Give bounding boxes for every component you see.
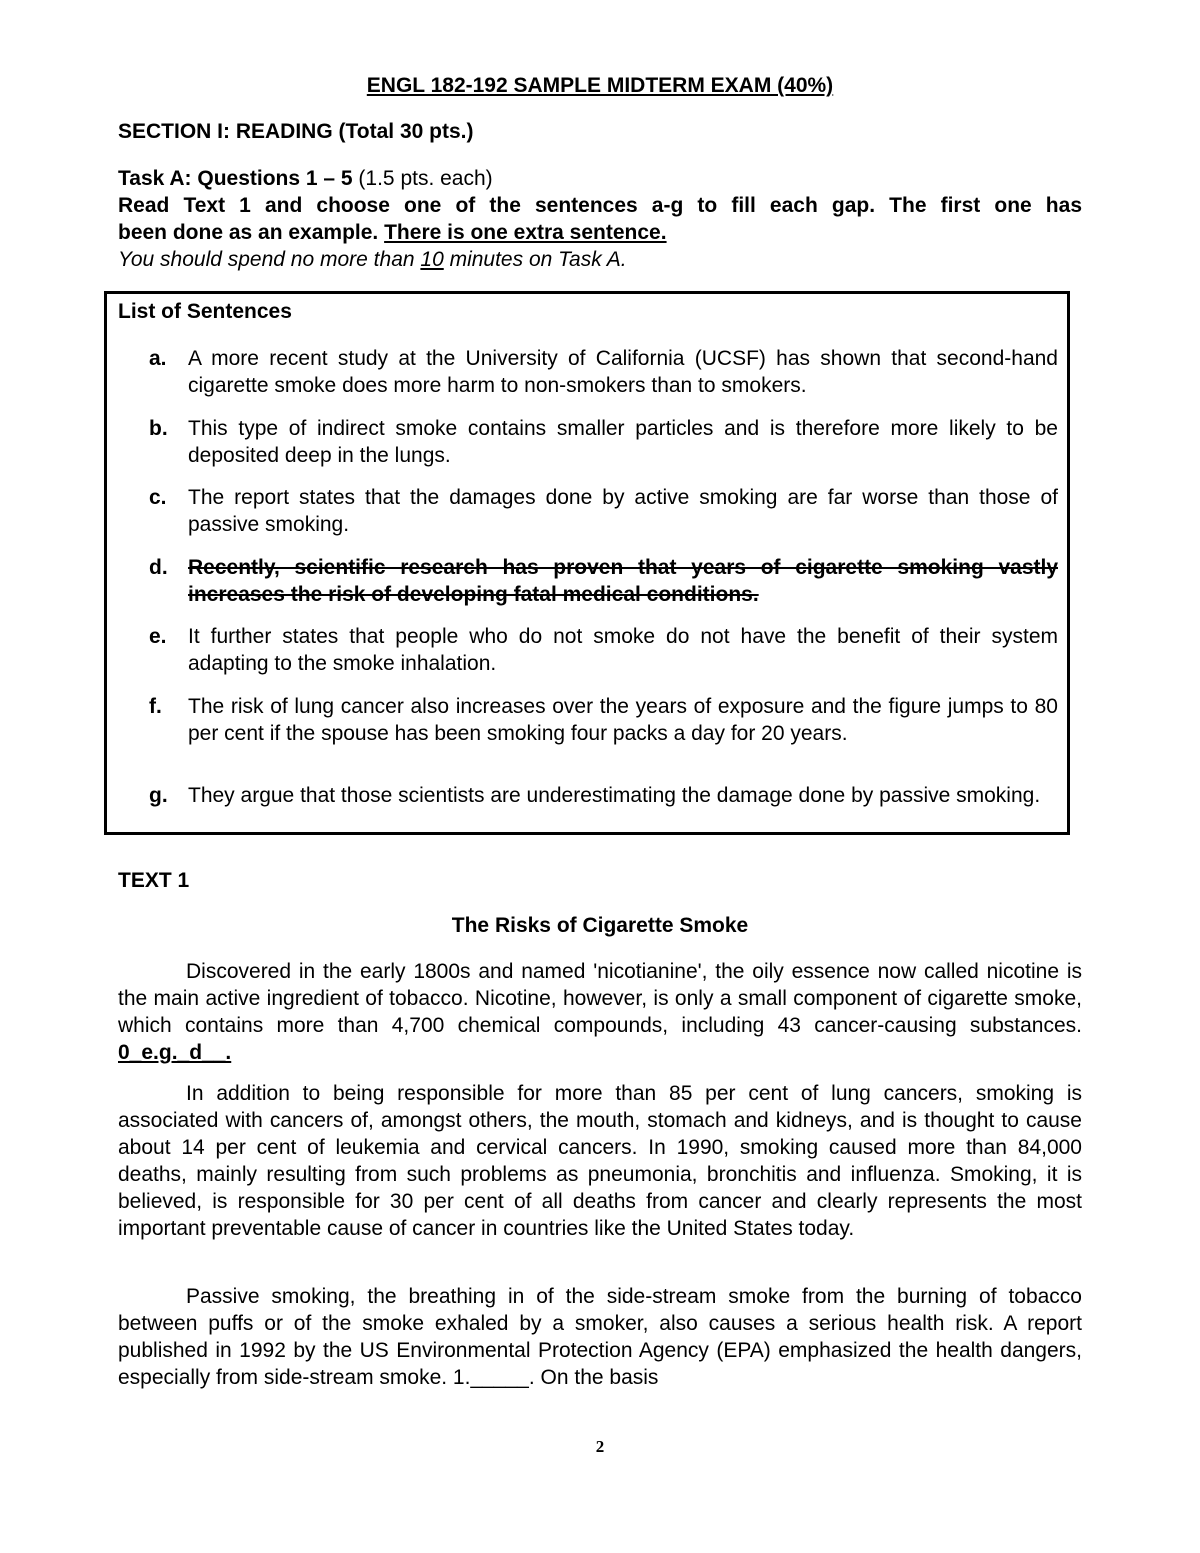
paragraph-text: Discovered in the early 1800s and named 'nicotianine', the oily essence now called nicotine is the main active ingredient of tobacco. Nicotine, however, is only a small component of cigarette smoke, which contains more than 4,700 chemical compounds, including 43 cancer-causing substances. [118, 960, 1082, 1037]
page-number: 2 [595, 1437, 605, 1456]
exam-title: ENGL 182-192 SAMPLE MIDTERM EXAM (40%) [366, 74, 834, 97]
sentence-text: A more recent study at the University of California (UCSF) has shown that second-hand cigarette smoke does more harm to non-smokers than to smokers. [188, 347, 1058, 397]
time-note [118, 246, 1082, 273]
sentence-letter: g. [149, 784, 168, 807]
text1-paragraph-2 [118, 1080, 1082, 1242]
task-instruction-text: been done as an example. [118, 221, 385, 244]
sentence-letter: a. [149, 347, 167, 370]
sentence-letter: f. [149, 695, 162, 718]
text1-paragraph-3 [118, 1283, 1082, 1391]
sentence-text: They argue that those scientists are underestimating the damage done by passive smoking. [188, 784, 1041, 807]
sentence-letter: c. [149, 486, 167, 509]
section-title: SECTION I: READING (Total 30 pts.) [118, 120, 474, 143]
paragraph-text: Passive smoking, the breathing in of the side-stream smoke from the burning of tobacco between puffs or of the smoke exhaled by a smoker, also causes a serious health risk. A report published in 1992 by the US Environmental Protection Agency (EPA) emphasized the health dangers, especially from side-stream smoke. 1._____. On the basis [118, 1285, 1082, 1389]
example-answer: 0_e.g._d__. [118, 1041, 232, 1064]
sentence-letter: d. [149, 556, 168, 579]
text1-paragraph-1 [118, 958, 1082, 1066]
task-label: Task A: Questions 1 – 5 [118, 167, 353, 190]
text1-label: TEXT 1 [118, 869, 190, 892]
sentence-text: This type of indirect smoke contains smaller particles and is therefore more likely to be deposited deep in the lungs. [188, 417, 1058, 467]
sentence-text: The risk of lung cancer also increases over the years of exposure and the figure jumps to 80 per cent if the spouse has been smoking four packs a day for 20 years. [188, 695, 1058, 745]
sentence-letter: e. [149, 625, 167, 648]
text1-title: The Risks of Cigarette Smoke [451, 914, 749, 937]
sentence-text: The report states that the damages done by active smoking are far worse than those of passive smoking. [188, 486, 1058, 536]
task-heading [118, 165, 1082, 192]
extra-sentence-note: There is one extra sentence. [384, 221, 667, 244]
sentence-text: It further states that people who do not smoke do not have the benefit of their system adapting to the smoke inhalation. [188, 625, 1058, 675]
time-note-minutes: 10 [420, 248, 444, 271]
task-instruction-line1: Read Text 1 and choose one of the sentences a-g to fill each gap. The first one has [118, 194, 1082, 217]
sentence-text-struck: Recently, scientific research has proven that years of cigarette smoking vastly increases the risk of developing fatal medical conditions. [188, 556, 1058, 606]
paragraph-text: In addition to being responsible for more than 85 per cent of lung cancers, smoking is associated with cancers of, amongst others, the mouth, stomach and kidneys, and is thought to cause about 14 per cent of leukemia and cervical cancers. In 1990, smoking caused more than 84,000 deaths, mainly resulting from such problems as pneumonia, bronchitis and influenza. Smoking, it is believed, is responsible for 30 per cent of all deaths from cancer and clearly represents the most important preventable cause of cancer in countries like the United States today. [118, 1082, 1082, 1240]
sentence-letter: b. [149, 417, 168, 440]
time-note-pre: You should spend no more than [118, 248, 421, 271]
sentence-list-title: List of Sentences [118, 300, 292, 323]
task-points: (1.5 pts. each) [352, 167, 493, 190]
task-instruction-line2 [118, 219, 1082, 246]
sentence-list-box [104, 291, 1070, 835]
time-note-post: minutes on Task A. [443, 248, 627, 271]
